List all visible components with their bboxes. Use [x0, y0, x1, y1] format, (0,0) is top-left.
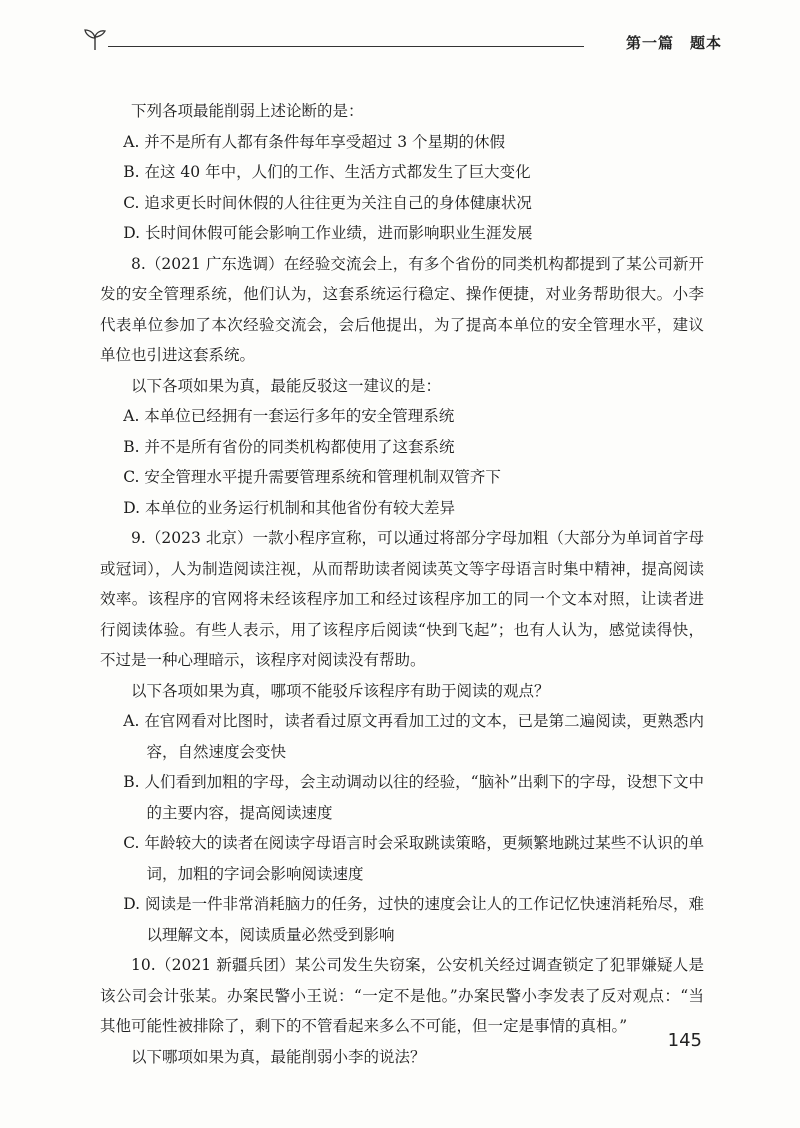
question-9-option-d: D. 阅读是一件非常消耗脑力的任务，过快的速度会让人的工作记忆快速消耗殆尽，难以理解文本，阅读质量必然受到影响 [123, 895, 704, 944]
question-9-option-a: A. 在官网看对比图时，读者看过原文再看加工过的文本，已是第二遍阅读，更熟悉内容，自然速度会变快 [123, 712, 704, 761]
question-8-option-b: B. 并不是所有省份的同类机构都使用了这套系统 [123, 437, 455, 456]
question-10-prompt: 以下哪项如果为真，最能削弱小李的说法？ [131, 1047, 426, 1066]
header-rule [108, 46, 584, 47]
question-8-stem: 8.（2021 广东选调）在经验交流会上，有多个省份的同类机构都提到了某公司新开发的安全管理系统，他们认为，这套系统运行稳定、操作便捷，对业务帮助很大。小李代表单位参加了本次经验交流会，会后他提出，为了提高本单位的安全管理水平，建议单位也引进这套系统。 [100, 254, 704, 364]
question-9-stem: 9.（2023 北京）一款小程序宣称，可以通过将部分字母加粗（大部分为单词首字母或冠词），人为制造阅读注视，从而帮助读者阅读英文等字母语言时集中精神，提高阅读效率。该程序的官网将未经该程序加工和经过该程序加工的同一个文本对照，让读者进行阅读体验。有些人表示，用了该程序后阅读“快到飞起”；也有人认为，感觉读得快，不过是一种心理暗示，该程序对阅读没有帮助。 [100, 529, 704, 669]
question-9-option-c: C. 年龄较大的读者在阅读字母语言时会采取跳读策略，更频繁地跳过某些不认识的单词，加粗的字词会影响阅读速度 [123, 834, 704, 883]
chapter-title: 第一篇 题本 [625, 34, 722, 52]
question-7-option-a: A. 并不是所有人都有条件每年享受超过 3 个星期的休假 [123, 132, 506, 151]
question-7 [100, 96, 704, 249]
sprout-icon [82, 26, 108, 52]
question-7-option-d: D. 长时间休假可能会影响工作业绩，进而影响职业生涯发展 [123, 224, 533, 242]
question-7-option-b: B. 在这 40 年中，人们的工作、生活方式都发生了巨大变化 [123, 163, 531, 181]
question-9 [100, 523, 704, 950]
page-content [100, 96, 704, 1072]
question-7-prompt: 下列各项最能削弱上述论断的是： [131, 102, 364, 120]
question-7-option-c: C. 追求更长时间休假的人往往更为关注自己的身体健康状况 [123, 193, 532, 212]
question-9-prompt: 以下各项如果为真，哪项不能驳斥该程序有助于阅读的观点？ [131, 681, 550, 700]
question-8 [100, 249, 704, 524]
question-10 [100, 950, 704, 1072]
question-9-option-b: B. 人们看到加粗的字母，会主动调动以往的经验，“脑补”出剩下的字母，设想下文中的主要内容，提高阅读速度 [123, 773, 704, 822]
question-8-option-d: D. 本单位的业务运行机制和其他省份有较大差异 [123, 498, 455, 517]
question-8-option-c: C. 安全管理水平提升需要管理系统和管理机制双管齐下 [123, 468, 501, 486]
question-8-prompt: 以下各项如果为真，最能反驳这一建议的是： [131, 376, 442, 395]
question-8-option-a: A. 本单位已经拥有一套运行多年的安全管理系统 [123, 407, 455, 425]
page-number: 145 [667, 1030, 702, 1051]
page-header [82, 22, 722, 62]
question-10-stem: 10.（2021 新疆兵团）某公司发生失窃案，公安机关经过调查锁定了犯罪嫌疑人是该公司会计张某。办案民警小王说：“一定不是他。”办案民警小李发表了反对观点：“当其他可能性被排除了，剩下的不管看起来多么不可能，但一定是事情的真相。” [100, 956, 704, 1035]
